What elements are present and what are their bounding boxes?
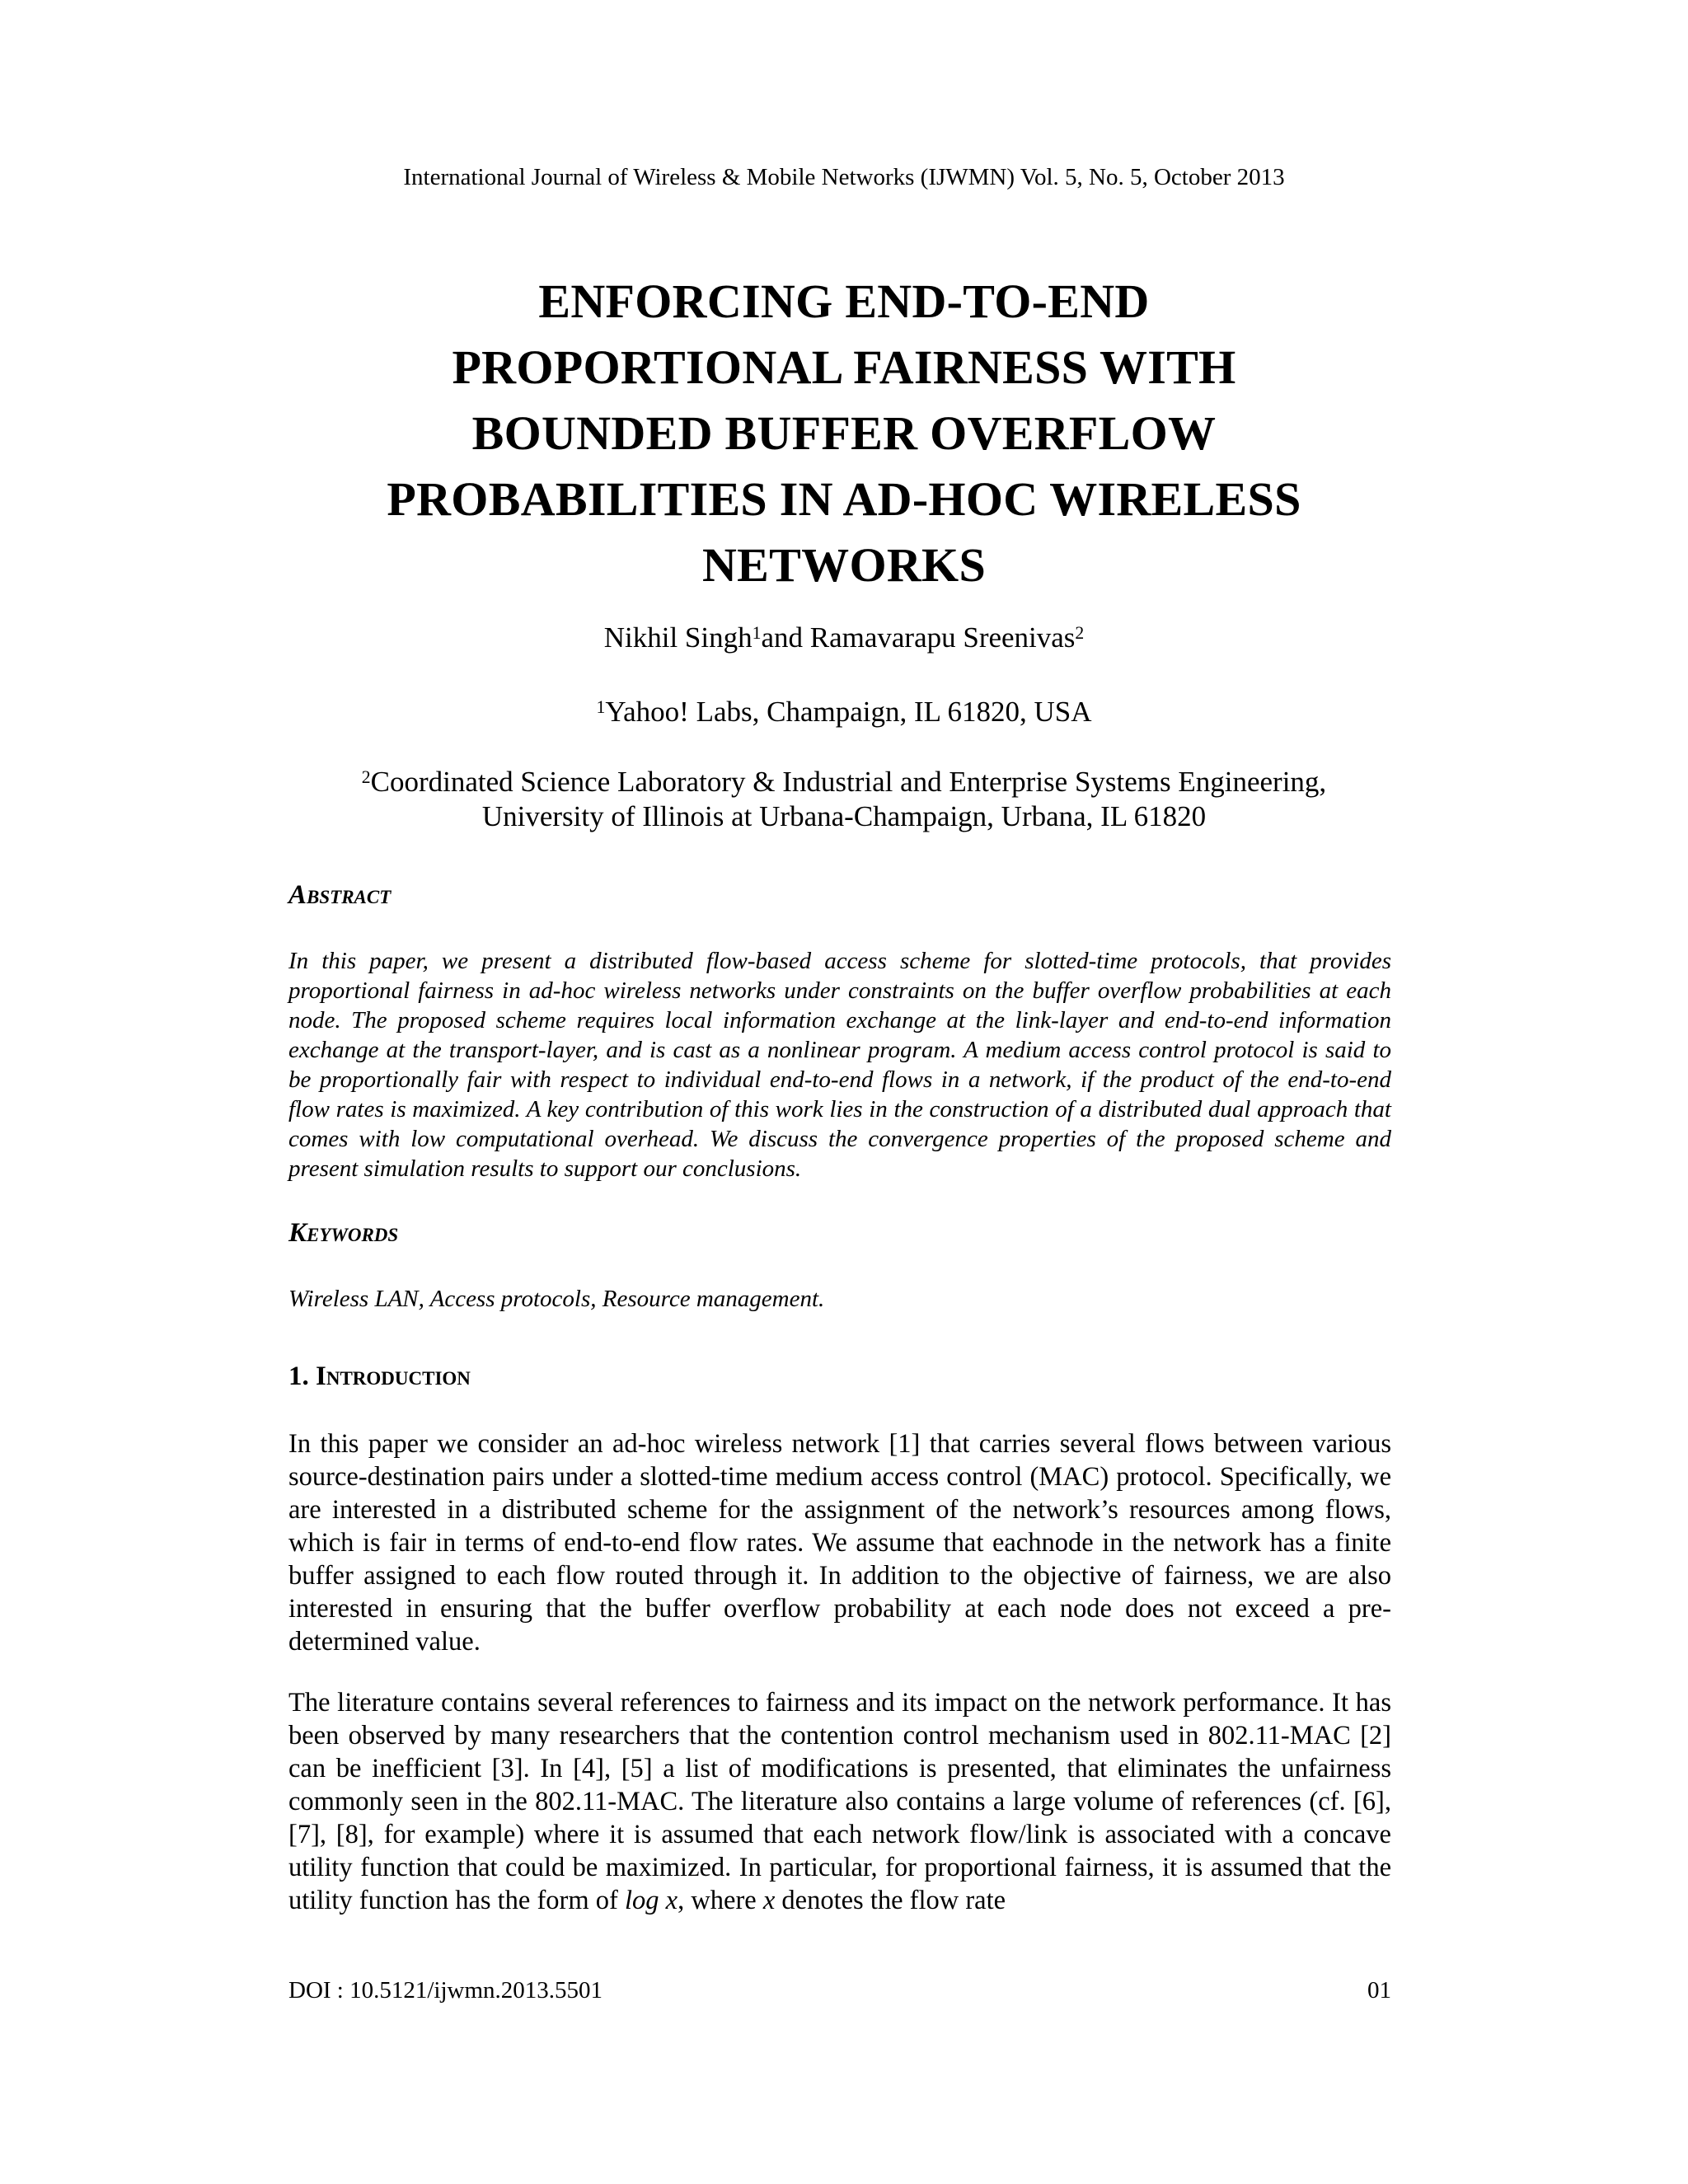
section-title: Introduction (316, 1361, 471, 1391)
keywords-text: Wireless LAN, Access protocols, Resource management. (288, 1286, 825, 1312)
section-number: 1. (288, 1361, 309, 1391)
author-list (0, 620, 1688, 656)
affiliation-1 (0, 694, 1688, 730)
running-header: International Journal of Wireless & Mobile Networks (IJWMN) Vol. 5, No. 5, October 2013 (403, 164, 1285, 190)
paper-title (247, 269, 1441, 598)
title-line: ENFORCING END-TO-END (538, 274, 1150, 328)
math-expression: log x (624, 1886, 678, 1915)
intro-paragraph: In this paper we consider an ad-hoc wireless network [1] that carries several flows between various source-destination pairs under a slotted-time medium access control (MAC) protocol. Specifically, we are interested in a distributed scheme for the assignment of the network’s resources among flows, which is fair in terms of end-to-end flow rates. We assume that eachnode in the network has a finite buffer assigned to each flow routed through it. In addition to the objective of fairness, we are also interested in ensuring that the buffer overflow probability at each node does not exceed a pre-determined value. (288, 1429, 1391, 1657)
abstract-heading: Abstract (288, 880, 392, 910)
title-line: PROPORTIONAL FAIRNESS WITH (452, 340, 1236, 394)
title-line: PROBABILITIES IN AD-HOC WIRELESS (387, 472, 1301, 526)
affiliation-text: University of Illinois at Urbana-Champaign, Urbana, IL 61820 (481, 800, 1207, 832)
introduction-heading (288, 1360, 471, 1393)
page-number: 01 (1367, 1977, 1391, 2004)
intro-paragraph: The literature contains several references to fairness and its impact on the network performance. It has been observed by many researchers that the contention control mechanism used in 802.11-MAC [2] can be inefficient [3]. In [4], [5] a list of modifications is presented, that eliminates the unfairness commonly seen in the 802.11-MAC. The literature also contains a large volume of references (cf. [6], [7], [8], for example) where it is assumed that each network flow/link is associated with a concave utility function that could be maximized. In particular, for proportional fairness, it is assumed that the utility function has the form of log x, where x denotes the flow rate (288, 1688, 1391, 1915)
footer-doi: DOI : 10.5121/ijwmn.2013.5501 (288, 1977, 603, 2004)
affiliation-marker: 1 (752, 623, 762, 643)
abstract-text: In this paper, we present a distributed flow-based access scheme for slotted-time protocols, that provides proportional fairness in ad-hoc wireless networks under constraints on the buffer overflow probabilities at each node. The proposed scheme requires local information exchange at the link-layer and end-to-end information exchange at the transport-layer, and is cast as a nonlinear program. A medium access control protocol is said to be proportionally fair with respect to individual end-to-end flows in a network, if the product of the end-to-end flow rates is maximized. A key contribution of this work lies in the construction of a distributed dual approach that comes with low computational overhead. We discuss the convergence properties of the proposed scheme and present simulation results to support our conclusions. (288, 948, 1391, 1182)
affiliation-marker: 2 (361, 767, 371, 787)
math-variable: x (762, 1886, 776, 1915)
author-name: and Ramavarapu Sreenivas (761, 621, 1076, 654)
author-name: Nikhil Singh (603, 621, 753, 654)
affiliation-marker: 2 (1075, 623, 1085, 643)
affiliation-2 (0, 765, 1688, 834)
title-line: BOUNDED BUFFER OVERFLOW (471, 406, 1217, 460)
affiliation-text: Yahoo! Labs, Champaign, IL 61820, USA (605, 696, 1092, 728)
keywords-heading: Keywords (288, 1218, 399, 1248)
affiliation-marker: 1 (596, 697, 606, 717)
affiliation-text: Coordinated Science Laboratory & Industrial and Enterprise Systems Engineering, (370, 766, 1327, 798)
title-line: NETWORKS (701, 538, 987, 592)
